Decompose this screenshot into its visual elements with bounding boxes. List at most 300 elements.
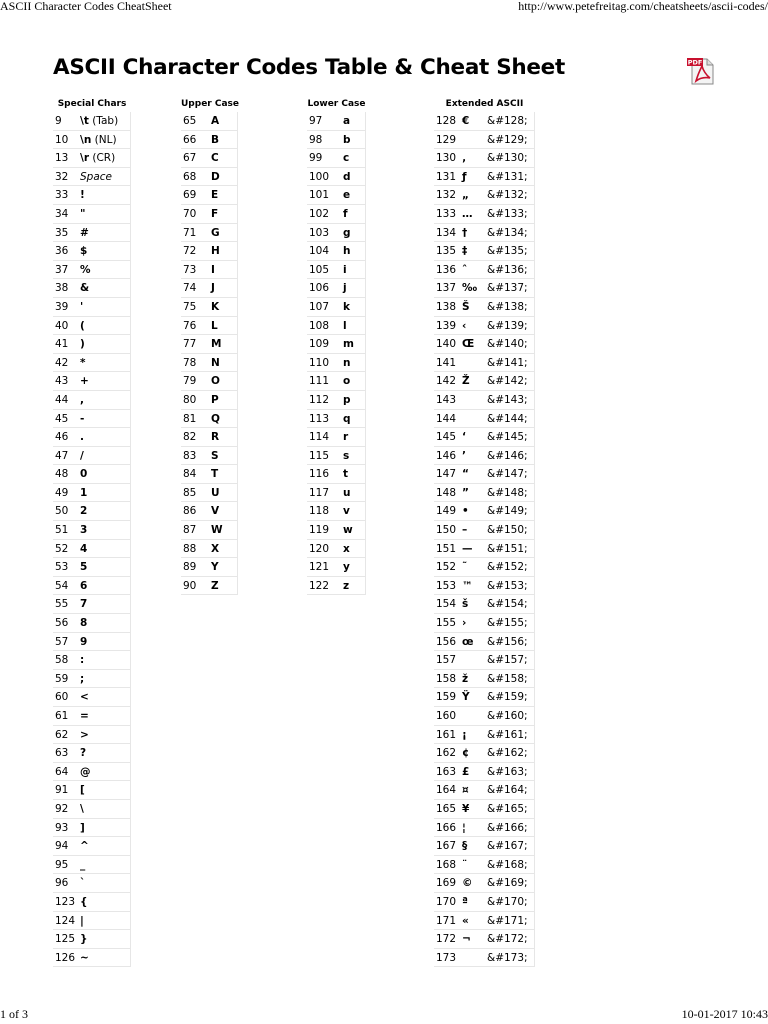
table-row [434,930,535,949]
char-symbol: 9 [80,635,88,648]
char-glyph [462,410,487,428]
html-entity: &#164; [487,784,528,797]
char-glyph: — [462,542,473,555]
char-glyph [80,614,130,632]
table-row [53,112,131,131]
char-code: 111 [309,375,330,388]
table-row [53,633,131,652]
char-code: 52 [55,542,69,555]
char-glyph: ‚ [462,152,466,165]
table-row [53,856,131,875]
browser-page-title: ASCII Character Codes CheatSheet [0,0,172,13]
html-entity: &#138; [487,300,528,313]
char-code: 136 [436,263,457,276]
char-symbol: } [80,933,88,946]
char-code: 128 [436,115,457,127]
char-code: 102 [309,207,330,220]
table-row [434,354,535,373]
char-code: 34 [55,207,69,220]
table-row [434,688,535,707]
char-glyph: w [343,524,353,537]
page-title: ASCII Character Codes Table & Cheat Sheet [53,55,565,80]
char-code: 79 [183,375,197,388]
table-row [53,131,131,150]
char-glyph [80,874,130,892]
char-glyph: t [343,468,349,481]
char-glyph: b [343,133,351,146]
char-code: 103 [309,226,330,239]
char-code: 38 [55,282,69,295]
table-row [53,540,131,559]
html-entity: &#128; [487,115,528,127]
table-row [181,186,238,205]
char-glyph [80,577,130,595]
table-row [307,428,366,447]
table-row [434,912,535,931]
char-symbol: ` [80,877,86,890]
char-code: 108 [309,319,330,332]
char-code: 61 [55,710,69,722]
print-date: 10-01-2017 10:43 [681,1007,768,1021]
pdf-icon[interactable] [686,56,716,86]
html-entity: &#168; [487,858,528,871]
html-entity: &#157; [487,654,528,667]
char-code: 73 [183,263,197,276]
table-row [181,149,238,168]
char-symbol: \t [80,115,89,127]
table-row [434,744,535,763]
table-row [181,261,238,280]
char-code: 166 [436,821,457,834]
char-code: 89 [183,561,197,574]
char-code: 84 [183,468,197,481]
char-symbol: , [80,393,84,406]
table-row [181,298,238,317]
char-code: 45 [55,412,69,425]
char-glyph [80,112,130,130]
html-entity: &#129; [487,133,528,146]
char-glyph [80,837,130,855]
char-code: 104 [309,245,330,258]
table-row [434,391,535,410]
char-code: 149 [436,505,457,518]
char-glyph: Ÿ [462,691,470,704]
table-row [434,856,535,875]
table-row [181,354,238,373]
char-code: 169 [436,877,457,890]
html-entity: &#151; [487,542,528,555]
char-code: 163 [436,765,457,778]
char-code: 131 [436,170,457,183]
char-glyph [80,186,130,204]
char-symbol: 7 [80,598,88,611]
html-entity: &#154; [487,598,528,611]
char-glyph: m [343,338,354,351]
char-symbol: " [80,207,86,220]
html-entity: &#136; [487,263,528,276]
table-row [434,242,535,261]
char-glyph: € [462,115,470,127]
char-code: 124 [55,914,76,927]
char-code: 100 [309,170,330,183]
table-row [434,279,535,298]
char-code: 66 [183,133,197,146]
char-symbol: ] [80,821,85,834]
table-row [181,242,238,261]
char-code: 41 [55,338,69,351]
char-code: 94 [55,840,69,853]
html-entity: &#148; [487,486,528,499]
table-row [53,428,131,447]
table-row [434,521,535,540]
char-glyph: O [211,375,220,388]
char-code: 152 [436,561,457,574]
table-row [181,465,238,484]
table-row [53,465,131,484]
char-code: 86 [183,505,197,518]
char-glyph: Y [211,561,219,574]
char-glyph [80,205,130,223]
char-code: 54 [55,579,69,592]
table-row [53,335,131,354]
char-code: 91 [55,784,69,797]
char-glyph: a [343,115,351,127]
char-code: 71 [183,226,197,239]
table-row [53,224,131,243]
table-row [181,317,238,336]
char-glyph: ˆ [462,263,468,276]
table-row [434,781,535,800]
table-row [307,224,366,243]
table-row [307,484,366,503]
table-row [53,874,131,893]
char-symbol: 6 [80,579,88,592]
char-code: 112 [309,393,330,406]
char-glyph [80,856,130,874]
table-row [53,521,131,540]
html-entity: &#162; [487,747,528,760]
char-symbol: $ [80,245,88,258]
char-code: 159 [436,691,457,704]
table-row [53,800,131,819]
char-glyph: Z [211,579,219,592]
char-symbol: & [80,282,90,295]
char-glyph [80,484,130,502]
char-symbol: ( [80,319,85,332]
special-chars-header: Special Chars [57,99,127,109]
html-entity: &#169; [487,877,528,890]
char-code: 160 [436,710,457,722]
char-code: 53 [55,561,69,574]
char-glyph: l [343,319,347,332]
special-chars-table [53,97,131,967]
char-glyph: F [211,207,219,220]
char-glyph: i [343,263,347,276]
char-code: 47 [55,449,69,462]
char-glyph: J [211,282,215,295]
char-code: 172 [436,933,457,946]
browser-url: http://www.petefreitag.com/cheatsheets/ascii-codes/ [518,0,768,13]
char-symbol: 4 [80,542,88,555]
char-glyph: † [462,226,468,239]
table-row [307,131,366,150]
char-glyph: © [462,877,473,890]
char-code: 118 [309,505,330,518]
char-code: 162 [436,747,457,760]
table-row [307,465,366,484]
char-glyph [80,633,130,651]
char-glyph: d [343,170,351,183]
table-row [307,335,366,354]
char-glyph: j [343,282,347,295]
char-code: 144 [436,412,457,425]
char-code: 62 [55,728,69,741]
char-symbol: < [80,691,89,704]
char-symbol: . [80,431,84,444]
char-glyph [80,744,130,762]
table-row [53,354,131,373]
char-glyph [80,149,130,167]
char-glyph: y [343,561,350,574]
char-code: 80 [183,393,197,406]
char-code: 72 [183,245,197,258]
char-code: 107 [309,300,330,313]
table-row [434,205,535,224]
char-symbol: ! [80,189,85,202]
table-row [434,112,535,131]
table-row [181,521,238,540]
char-code: 85 [183,486,197,499]
table-row [307,261,366,280]
char-code: 141 [436,356,457,369]
char-glyph [80,540,130,558]
char-code: 167 [436,840,457,853]
char-glyph [80,819,130,837]
char-code: 40 [55,319,69,332]
char-glyph: U [211,486,220,499]
table-row [434,372,535,391]
char-code: 158 [436,672,457,685]
char-glyph [462,354,487,372]
table-row [434,837,535,856]
table-row [53,298,131,317]
char-code: 96 [55,877,69,890]
table-row [181,112,238,131]
char-glyph: E [211,189,219,202]
table-row [181,577,238,596]
char-code: 142 [436,375,457,388]
char-code: 74 [183,282,197,295]
char-code: 13 [55,152,69,165]
table-row [307,205,366,224]
table-row [53,744,131,763]
char-glyph: r [343,431,349,444]
char-code: 106 [309,282,330,295]
table-row [434,614,535,633]
table-row [434,502,535,521]
char-symbol: ? [80,747,87,760]
html-entity: &#161; [487,728,528,741]
char-glyph: § [462,840,468,853]
table-row [181,428,238,447]
char-code: 44 [55,393,69,406]
char-code: 88 [183,542,197,555]
char-code: 46 [55,431,69,444]
table-row [307,391,366,410]
char-glyph: ‹ [462,319,467,332]
char-glyph [80,428,130,446]
char-symbol: ^ [80,840,89,853]
char-symbol: # [80,226,89,239]
table-row [53,447,131,466]
table-row [181,168,238,187]
table-row [434,447,535,466]
char-glyph [80,763,130,781]
table-row [307,317,366,336]
char-code: 115 [309,449,330,462]
table-row [53,726,131,745]
char-glyph: Q [211,412,220,425]
char-glyph: – [462,524,468,537]
html-entity: &#163; [487,765,528,778]
char-glyph: Ž [462,375,470,388]
char-glyph [462,707,487,725]
char-glyph: B [211,133,220,146]
table-row [307,372,366,391]
table-row [307,242,366,261]
html-entity: &#155; [487,617,528,630]
char-code: 93 [55,821,69,834]
char-glyph: œ [462,635,474,648]
char-code: 67 [183,152,197,165]
char-glyph: ¬ [462,933,471,946]
char-code: 126 [55,951,76,964]
html-entity: &#130; [487,152,528,165]
char-code: 122 [309,579,330,592]
char-code: 133 [436,207,457,220]
table-row [181,391,238,410]
html-entity: &#137; [487,282,528,295]
table-row [434,707,535,726]
table-row [53,279,131,298]
char-code: 132 [436,189,457,202]
table-row [307,410,366,429]
table-row [53,837,131,856]
html-entity: &#145; [487,431,528,444]
char-glyph: x [343,542,350,555]
char-glyph: ” [462,486,469,499]
table-row [307,354,366,373]
table-row [434,595,535,614]
char-code: 170 [436,895,457,908]
table-row [53,577,131,596]
html-entity: &#172; [487,933,528,946]
char-code: 50 [55,505,69,518]
char-glyph [80,335,130,353]
html-entity: &#166; [487,821,528,834]
html-entity: &#153; [487,579,528,592]
char-glyph: „ [462,189,469,202]
table-row [434,186,535,205]
char-glyph: • [462,505,469,518]
char-symbol: | [80,914,84,927]
char-glyph: £ [462,765,470,778]
html-entity: &#150; [487,524,528,537]
char-symbol: [ [80,784,85,797]
char-code: 83 [183,449,197,462]
char-symbol: \r [80,152,90,165]
table-row [181,447,238,466]
char-code: 165 [436,802,457,815]
char-code: 135 [436,245,457,258]
table-row [307,279,366,298]
char-glyph: N [211,356,220,369]
char-code: 113 [309,412,330,425]
char-code: 51 [55,524,69,537]
char-code: 64 [55,765,69,778]
char-code: 151 [436,542,457,555]
char-code: 117 [309,486,330,499]
char-glyph [80,410,130,428]
char-code: 120 [309,542,330,555]
char-code: 161 [436,728,457,741]
char-glyph: ’ [462,449,466,462]
char-glyph: R [211,431,220,444]
table-row [434,651,535,670]
char-glyph: e [343,189,351,202]
char-glyph [80,131,130,149]
char-code: 164 [436,784,457,797]
table-row [53,707,131,726]
char-code: 78 [183,356,197,369]
char-glyph: I [211,263,215,276]
char-code: 9 [55,115,62,127]
char-glyph [80,168,130,186]
table-row [434,558,535,577]
table-row [307,298,366,317]
char-glyph [462,391,487,409]
char-glyph: ¦ [462,821,466,834]
table-row [434,261,535,280]
char-description: (CR) [89,152,116,165]
char-glyph [80,279,130,297]
table-row [434,465,535,484]
char-glyph: u [343,486,351,499]
table-row [53,651,131,670]
char-code: 10 [55,133,69,146]
html-entity: &#167; [487,840,528,853]
html-entity: &#165; [487,802,528,815]
char-code: 42 [55,356,69,369]
char-glyph: s [343,449,350,462]
table-row [434,800,535,819]
char-symbol: _ [80,858,86,871]
table-row [53,186,131,205]
char-glyph: S [211,449,219,462]
char-code: 156 [436,635,457,648]
char-glyph: A [211,115,220,127]
char-glyph [80,558,130,576]
table-row [53,261,131,280]
table-row [434,335,535,354]
html-entity: &#144; [487,412,528,425]
extended-ascii-table [434,97,535,967]
char-symbol: * [80,356,86,369]
table-row [53,670,131,689]
table-row [307,186,366,205]
char-glyph [80,521,130,539]
char-glyph: ¤ [462,784,469,797]
